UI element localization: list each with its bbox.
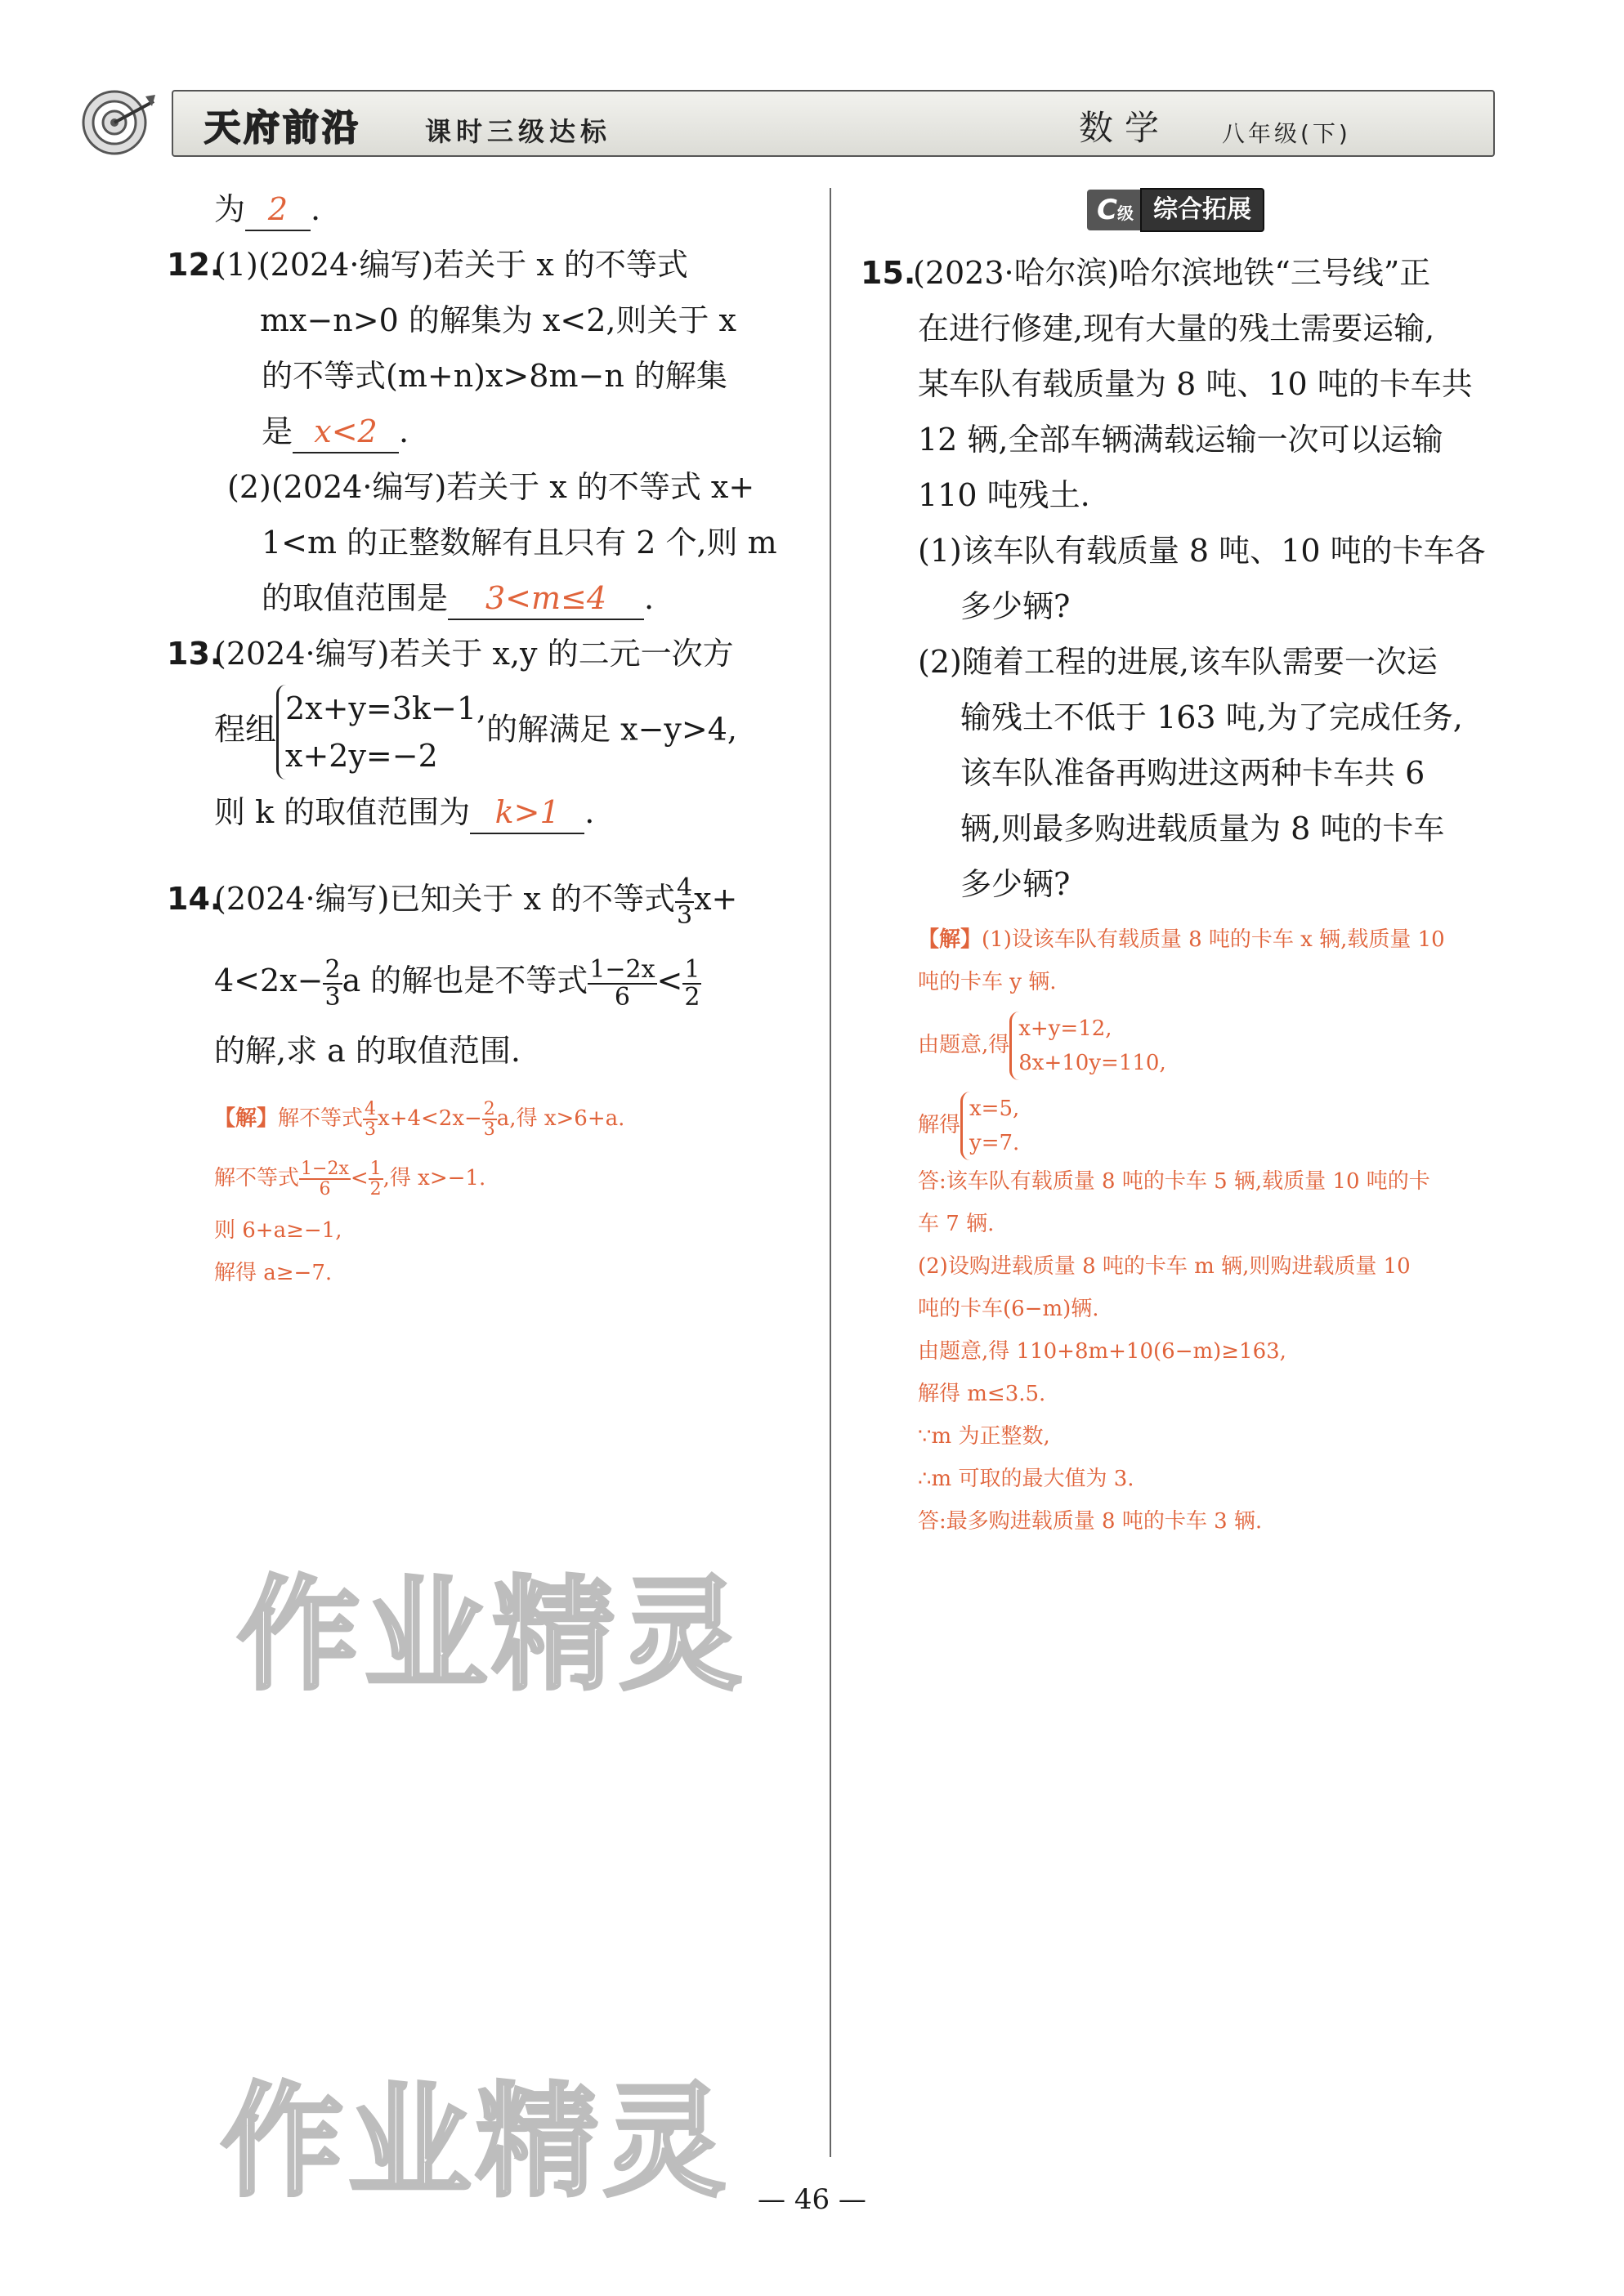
denominator: 3 [677,900,693,930]
numerator: 4 [677,873,693,902]
q15-answer [870,918,1508,1543]
equation: x=5, [969,1097,1020,1121]
text: a 的解也是不等式 [342,963,588,998]
text-line [213,293,803,348]
text: (1)(2024·编写)若关于 x 的不等式 [214,247,688,283]
denominator: 6 [614,982,630,1012]
text: 程组 [214,711,277,748]
text: (1)该车队有载质量 8 吨、10 吨的卡车各 [918,533,1486,569]
answer-line: 由题意,得 110+8m+10(6−m)≥163, [918,1339,1286,1364]
text: 1<m 的正整数解有且只有 2 个,则 m [262,525,777,561]
text: 辆,则最多购进载质量为 8 吨的卡车 [960,811,1445,846]
text: 则 k 的取值范围为 [214,794,471,830]
text: 是 [262,413,293,449]
question-number: 13. [167,636,222,672]
answer-line: 答:该车队有载质量 8 吨的卡车 5 辆,载质量 10 吨的卡 [918,1169,1430,1194]
question-number: 15. [861,255,916,291]
q14-answer [214,1090,803,1294]
text-line [870,634,1508,690]
answer-line [214,1090,803,1147]
denominator: 3 [483,1119,495,1140]
equation: x+y=12, [1018,1016,1112,1041]
answer-line: 吨的卡车 y 辆. [918,970,1057,994]
answer-line: 答:最多购进载质量 8 吨的卡车 3 辆. [918,1509,1263,1534]
level-letter [1087,190,1140,230]
text: 的取值范围是 [262,580,449,616]
level-badge [1087,188,1264,232]
text: mx−n>0 的解集为 x<2,则关于 x [260,302,736,338]
text: 由题意,得 [918,1033,1010,1057]
series-title: 课时三级达标 [425,116,612,147]
question-13 [167,626,803,840]
text: 110 吨残土. [918,477,1090,513]
equation: 8x+10y=110, [1018,1051,1166,1075]
fraction [682,957,701,1010]
question-12 [167,237,803,626]
fraction [299,1159,351,1199]
text: (2023·哈尔滨)哈尔滨地铁“三号线”正 [913,255,1431,291]
text-line: 则 k 的取值范围为 k>1 . [214,784,803,840]
watermark: 作业精灵 [237,1565,748,1707]
text: 解不等式 [214,1166,300,1190]
equation-system-line [214,685,803,779]
answer-line: 解得 m≤3.5. [918,1382,1046,1406]
column-divider [830,188,831,2157]
text: 4<2x− [214,963,324,998]
page-header [82,85,1492,155]
level-letter-text: C [1097,194,1117,226]
answer-system [918,1012,1508,1080]
question-15 [861,245,1508,912]
text: (2024·编写)若关于 x,y 的二元一次方 [214,636,734,672]
answer-line: 车 7 辆. [918,1212,995,1236]
text-line [870,578,1508,634]
fraction [482,1100,497,1139]
fraction [363,1100,378,1139]
text: 的解,求 a 的取值范围. [214,1033,521,1069]
text: x+4<2x− [378,1106,482,1131]
answer-line: (2)设购进载质量 8 吨的卡车 m 辆,则购进载质量 10 [918,1254,1411,1279]
numerator: 1−2x [589,955,655,984]
target-dart-icon [82,85,155,159]
text: 某车队有载质量为 8 吨、10 吨的卡车共 [918,366,1473,402]
answer-line [214,1147,803,1209]
text-line: 的取值范围是 3<m≤4 . [214,570,803,626]
text: 解得 [918,1113,961,1137]
text-line [870,356,1508,412]
numerator: 2 [324,955,341,984]
equation-system [960,1092,1019,1160]
denominator: 6 [319,1179,331,1199]
answer-blank: k>1 [470,792,584,834]
answer-blank: 2 [245,189,311,231]
text: (1)设该车队有载质量 8 吨的卡车 x 辆,载质量 10 [982,927,1445,952]
text: 该车队准备再购进这两种卡车共 6 [960,755,1425,791]
text-line [870,745,1508,801]
equation: x+2y=−2 [285,738,438,774]
brand-title: 天府前沿 [204,107,361,149]
denominator: 2 [369,1179,382,1199]
page-number: — 46 — [758,2183,866,2216]
denominator: 3 [365,1119,377,1140]
text-line [870,801,1508,856]
text-line [870,690,1508,745]
fraction [675,875,694,928]
denominator: 3 [324,982,341,1012]
answer-blank: x<2 [293,411,399,453]
fraction [323,957,342,1010]
text: (2)(2024·编写)若关于 x 的不等式 x+ [227,469,755,505]
question-number: 14. [167,881,222,917]
text: 12 辆,全部车辆满载运输一次可以运输 [918,422,1443,458]
text: 为 [214,191,246,227]
right-column [861,245,1508,1543]
left-column [167,181,803,1294]
text: 输残土不低于 163 吨,为了完成任务, [960,699,1463,735]
answer-line: ∵m 为正整数, [918,1424,1050,1449]
text-line [870,412,1508,467]
answer-tag: 【解】 [918,927,982,952]
answer-line [918,918,1508,961]
answer-tag: 【解】 [214,1106,279,1131]
equation-system [276,685,486,779]
text-line [870,467,1508,523]
text-line [214,348,803,404]
text: 解不等式 [278,1106,364,1131]
answer-line: 解得 a≥−7. [214,1261,333,1285]
text: 多少辆? [960,866,1071,902]
question-14 [167,860,803,1079]
subject-label: 数学 [1079,108,1171,148]
text: 在进行修建,现有大量的残土需要运输, [918,310,1435,346]
level-title: 综合拓展 [1140,188,1264,232]
equation: 2x+y=3k−1, [285,690,487,726]
text: 的解满足 x−y>4, [486,711,737,748]
denominator: 2 [684,982,700,1012]
answer-line: 则 6+a≥−1, [214,1218,342,1243]
text: a,得 x>6+a. [496,1106,625,1131]
answer-line: ∴m 可取的最大值为 3. [918,1467,1134,1491]
answer-blank: 3<m≤4 [448,578,644,620]
text: x+ [694,881,738,917]
numerator: 4 [365,1098,377,1119]
fraction [588,957,656,1010]
text: < [350,1166,369,1190]
grade-label: 八年级(下) [1222,120,1351,147]
text-line [214,515,803,570]
text: (2024·编写)已知关于 x 的不等式 [214,881,676,917]
numerator: 1 [369,1158,382,1179]
continued-line: 为 2 . [214,181,803,237]
text: 的不等式(m+n)x>8m−n 的解集 [262,358,727,394]
text-line [214,459,803,515]
text-line [870,856,1508,912]
answer-system [918,1092,1508,1160]
numerator: 1−2x [301,1158,349,1179]
fraction [369,1159,383,1199]
numerator: 2 [483,1098,495,1119]
text-line [214,938,803,1023]
text-line [214,1023,803,1079]
watermark: 作业精灵 [221,2071,731,2213]
answer-line: 吨的卡车(6−m)辆. [918,1297,1099,1321]
text: ,得 x>−1. [383,1166,486,1190]
level-suffix: 级 [1116,203,1134,223]
text-line: 是 x<2 . [214,404,803,459]
numerator: 1 [684,955,700,984]
text: 多少辆? [960,588,1071,624]
text-line [870,301,1508,356]
text-line [870,523,1508,578]
text: < [656,963,683,998]
text: (2)随着工程的进展,该车队需要一次运 [918,644,1438,680]
equation: y=7. [969,1131,1020,1155]
equation-system [1009,1012,1165,1080]
question-number: 12. [167,247,222,283]
